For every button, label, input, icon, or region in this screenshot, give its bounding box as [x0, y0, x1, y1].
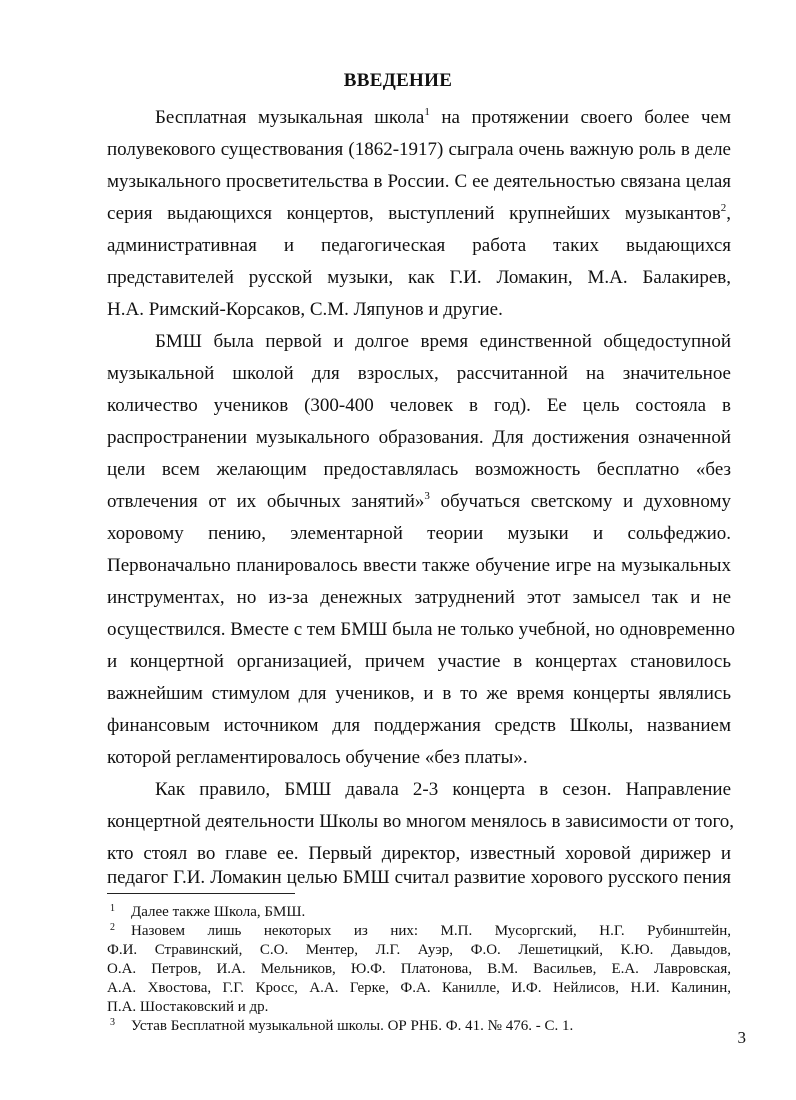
paragraph-2-line-12: важнейшим стимулом для учеников, и в то же время концерты являлись	[107, 683, 731, 704]
paragraph-2-line-14: которой регламентировалось обучение «без платы».	[107, 747, 528, 768]
paragraph-2-line-8: Первоначально планировалось ввести также обучение игре на музыкальных	[107, 555, 731, 576]
paragraph-2-line-11: и концертной организацией, причем участие в концертах становилось	[107, 651, 731, 672]
paragraph-2-line-2: музыкальной школой для взрослых, рассчитанной на значительное	[107, 363, 731, 384]
footnote-3	[107, 1017, 731, 1036]
footnote-1-text: Далее также Школа, БМШ.	[131, 904, 306, 920]
paragraph-2-line-7: хоровому пению, элементарной теории музыки и сольфеджио.	[107, 523, 731, 544]
footnote-2	[107, 922, 731, 941]
paragraph-1-line-2: полувекового существования (1862-1917) сыграла очень важную роль в деле	[107, 139, 731, 160]
paragraph-1-line-1: Бесплатная музыкальная школа$^1$ на протяжении своего более чем	[155, 106, 731, 128]
paragraph-1-line-5: административная и педагогическая работа таких выдающихся	[107, 235, 731, 256]
footnote-mark-2: 2	[110, 922, 115, 933]
footnote-2-line-3: О.А. Петров, И.А. Мельников, Ю.Ф. Платонова, В.М. Васильев, Е.А. Лавровская,	[107, 961, 731, 977]
paragraph-1-line-6: представителей русской музыки, как Г.И. Ломакин, М.А. Балакирев,	[107, 267, 731, 288]
paragraph-2-line-4: распространении музыкального образования. Для достижения означенной	[107, 427, 731, 448]
paragraph-1-line-7: Н.А. Римский-Корсаков, С.М. Ляпунов и другие.	[107, 299, 503, 320]
page-number: 3	[737, 1028, 746, 1047]
paragraph-2-line-10: осуществился. Вместе с тем БМШ была не только учебной, но одновременно	[107, 619, 735, 640]
footnote-2-line-2: Ф.И. Стравинский, С.О. Ментер, Л.Г. Ауэр, Ф.О. Лешетицкий, К.Ю. Давыдов,	[107, 942, 731, 958]
paragraph-3-line-4: педагог Г.И. Ломакин целью БМШ считал развитие хорового русского пения	[107, 867, 731, 888]
paragraph-3-line-1: Как правило, БМШ давала 2-3 концерта в сезон. Направление	[155, 779, 731, 800]
paragraph-2-line-5: цели всем желающим предоставлялась возможность бесплатно «без	[107, 459, 731, 480]
footnote-3-text: Устав Бесплатной музыкальной школы. ОР РНБ. Ф. 41. № 476. - С. 1.	[131, 1018, 574, 1034]
footnote-1	[107, 903, 731, 922]
footnote-2-line-4: А.А. Хвостова, Г.Г. Кросс, А.А. Герке, Ф.А. Канилле, И.Ф. Нейлисов, Н.И. Калинин,	[107, 980, 731, 996]
paragraph-2-line-9: инструментах, но из-за денежных затруднений этот замысел так и не	[107, 587, 731, 608]
footnote-ref-3: 3	[424, 490, 430, 502]
footnote-2-line-5: П.А. Шостаковский и др.	[107, 999, 269, 1015]
footnote-ref-2: 2	[720, 202, 727, 214]
paragraph-1-line-3: музыкального просветительства в России. С ее деятельностью связана целая	[107, 171, 731, 192]
paragraph-3-line-2: концертной деятельности Школы во многом менялось в зависимости от того,	[107, 811, 735, 832]
footnote-mark-1: 1	[110, 903, 115, 914]
paragraph-2-line-6: отвлечения от их обычных занятий»$^3$ обучаться светскому и духовному	[107, 490, 731, 512]
page-title: ВВЕДЕНИЕ	[343, 70, 453, 91]
paragraph-2-line-3: количество учеников (300-400 человек в год). Ее цель состояла в	[107, 395, 731, 416]
paragraph-1-line-4: серия выдающихся концертов, выступлений крупнейших музыкантов$^2$,	[107, 202, 731, 224]
paragraph-2-line-13: финансовым источником для поддержания средств Школы, названием	[107, 715, 731, 736]
footnote-separator	[107, 893, 295, 894]
paragraph-3-line-3: кто стоял во главе ее. Первый директор, известный хоровой дирижер и	[107, 843, 731, 864]
footnote-2-line-1: Назовем лишь некоторых из них: М.П. Мусоргский, Н.Г. Рубинштейн,	[131, 923, 731, 939]
paragraph-2-line-1: БМШ была первой и долгое время единственной общедоступной	[155, 331, 731, 352]
footnote-mark-3: 3	[110, 1017, 115, 1028]
footnote-ref-1: 1	[424, 106, 430, 118]
